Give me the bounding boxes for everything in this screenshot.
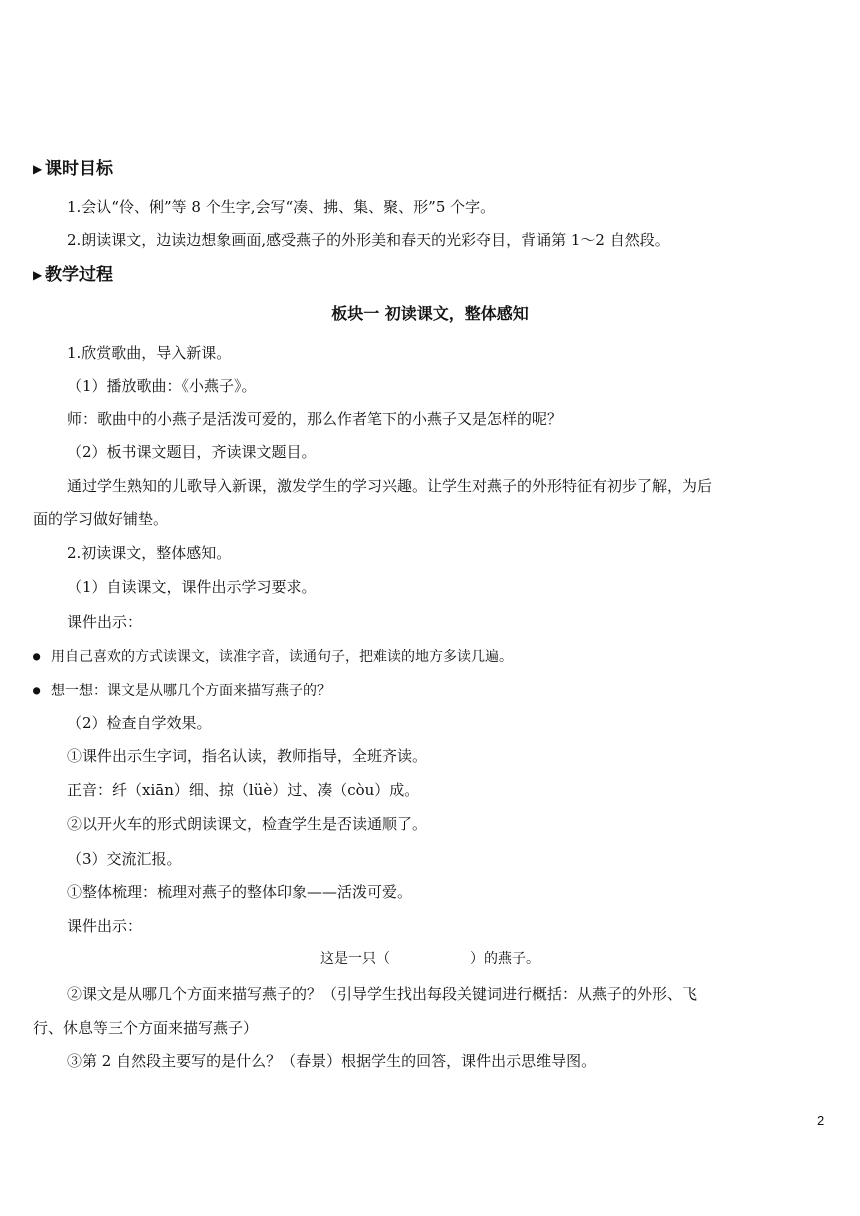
goal-1: 1.会认“伶、俐”等 8 个生字,会写“凑、拂、集、聚、形”5 个字。	[67, 198, 496, 216]
design-note-line-1: 通过学生熟知的儿歌导入新课，激发学生的学习兴趣。让学生对燕子的外形特征有初步了解，为后	[67, 477, 713, 495]
check-item-1: ①课件出示生字词，指名认读，教师指导，全班齐读。	[67, 747, 428, 765]
teacher-question: 师：歌曲中的小燕子是活泼可爱的，那么作者笔下的小燕子又是怎样的呢？	[67, 410, 563, 428]
process-heading	[33, 264, 840, 286]
bullet-text: 用自己喜欢的方式读课文，读准字音，读通句子，把难读的地方多读几遍。	[51, 649, 513, 665]
courseware-label: 课件出示：	[67, 613, 143, 631]
courseware-label-2: 课件出示：	[67, 917, 143, 935]
block-title: 板块一 初读课文，整体感知	[331, 304, 529, 323]
goals-heading	[33, 158, 840, 180]
step-2-1: （1）自读课文，课件出示学习要求。	[67, 578, 317, 596]
page-number: 2	[817, 1113, 825, 1128]
fill-after: ）的燕子。	[470, 951, 540, 967]
bullet-text: 想一想：课文是从哪几个方面来描写燕子的？	[51, 683, 331, 699]
step-2: 2.初读课文，整体感知。	[67, 544, 232, 562]
pronunciation-line: 正音：纤（xiān）细、掠（lüè）过、凑（còu）成。	[67, 781, 420, 799]
fill-before: 这是一只（	[320, 951, 390, 967]
report-item-1: ①整体梳理：梳理对燕子的整体印象——活泼可爱。	[67, 883, 413, 901]
step-1: 1.欣赏歌曲，导入新课。	[67, 344, 232, 362]
bullet-dot-icon: ●	[33, 683, 41, 697]
goal-2: 2.朗读课文，边读边想象画面,感受燕子的外形美和春天的光彩夺目，背诵第 1～2 自然段。	[67, 231, 670, 249]
process-heading-text: 教学过程	[45, 265, 113, 285]
report-item-2-line-1: ②课文是从哪几个方面来描写燕子的？（引导学生找出每段关键词进行概括：从燕子的外形、飞	[67, 985, 698, 1003]
step-2-2: （2）检查自学效果。	[67, 714, 212, 732]
report-item-2-line-2: 行、休息等三个方面来描写燕子）	[33, 1019, 259, 1037]
courseware-bullet-2	[33, 680, 840, 701]
bullet-dot-icon: ●	[33, 649, 41, 663]
courseware-bullet-1	[33, 646, 840, 667]
fill-in-sentence	[0, 949, 860, 969]
triangle-bullet-icon: ▶	[33, 268, 43, 282]
step-2-3: （3）交流汇报。	[67, 850, 182, 868]
check-item-2: ②以开火车的形式朗读课文，检查学生是否读通顺了。	[67, 815, 428, 833]
goals-heading-text: 课时目标	[45, 159, 113, 179]
report-item-3: ③第 2 自然段主要写的是什么？（春景）根据学生的回答，课件出示思维导图。	[67, 1052, 597, 1070]
step-1-2: （2）板书课文题目，齐读课文题目。	[67, 443, 317, 461]
triangle-bullet-icon: ▶	[33, 162, 43, 176]
step-1-1: （1）播放歌曲：《小燕子》。	[67, 377, 257, 395]
design-note-line-2: 面的学习做好铺垫。	[33, 510, 169, 528]
